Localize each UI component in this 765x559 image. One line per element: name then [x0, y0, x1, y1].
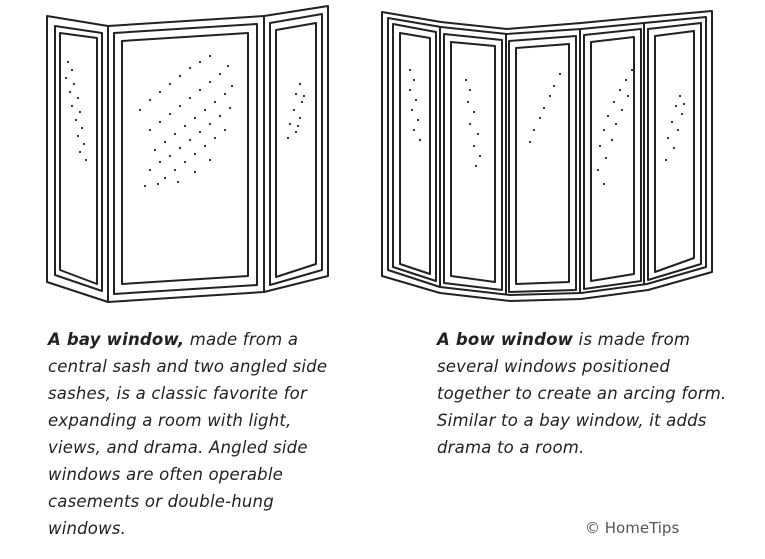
- bay-window-caption: [48, 326, 348, 542]
- bay-window-description: made from a central sash and two angled side sashes, is a classic favorite for expanding a room with light, views, and drama. Angled side windows are often operable casements or double-hung windows.: [48, 330, 328, 538]
- bay-left-sash: [47, 16, 108, 302]
- bay-center-sash: [108, 16, 264, 302]
- bay-window-illustration: [47, 6, 328, 302]
- bow-sash-2: [444, 34, 502, 290]
- bow-window-illustration: [382, 11, 712, 301]
- bow-window-description: is made from several windows positioned together to create an arcing form. Similar to a bay window, it adds drama to a room.: [437, 330, 727, 457]
- bow-window-term: A bow window: [437, 330, 574, 349]
- copyright-credit: © HomeTips: [585, 519, 680, 537]
- bow-sash-4: [584, 29, 641, 289]
- bay-window-term: A bay window,: [48, 330, 185, 349]
- bow-window-caption: [437, 326, 727, 461]
- bow-sash-3: [509, 36, 576, 292]
- bow-sash-5: [648, 23, 701, 280]
- bow-sash-1: [393, 24, 436, 281]
- bay-right-sash: [264, 6, 328, 292]
